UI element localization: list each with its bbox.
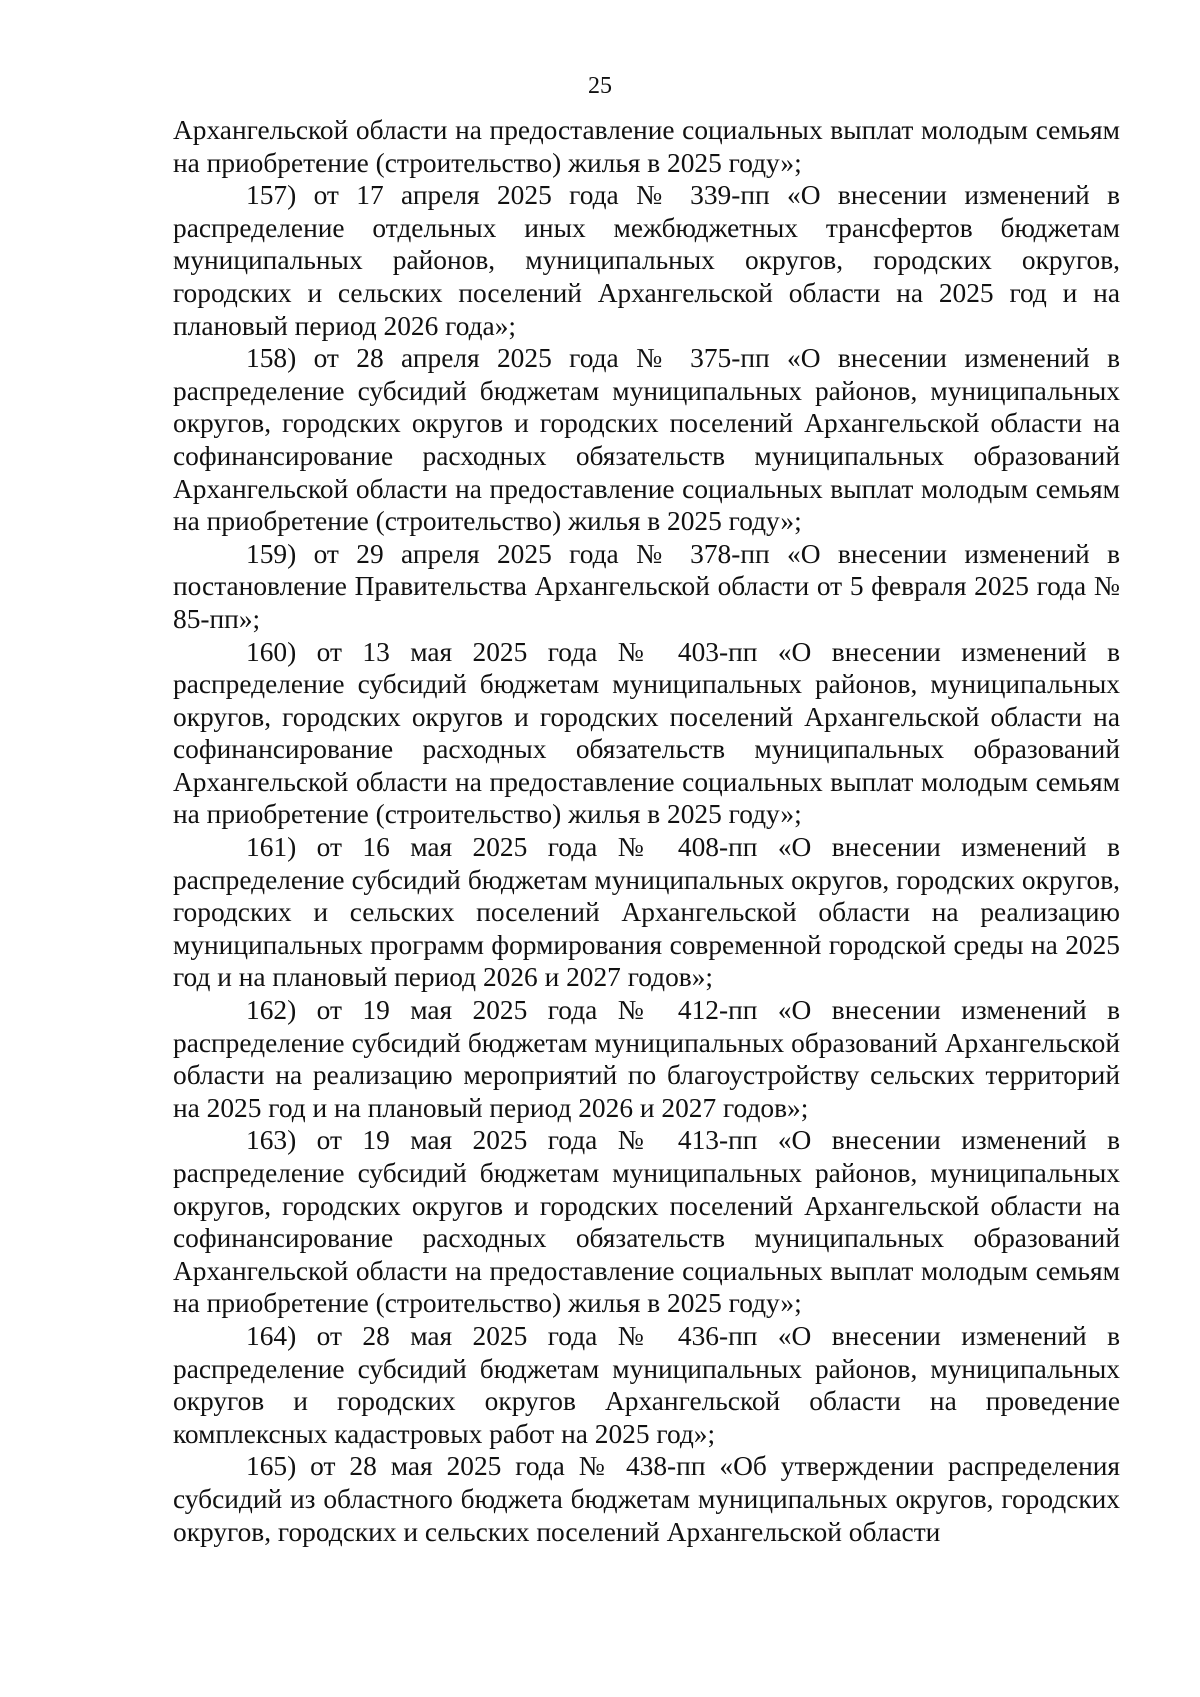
paragraph-item-159: 159) от 29 апреля 2025 года № 378-пп «О внесении изменений в постановление Правительства Архангельской области от 5 февраля 2025 года № 85-пп»; (173, 538, 1120, 634)
paragraph-item-157: 157) от 17 апреля 2025 года № 339-пп «О внесении изменений в распределение отдельных иных межбюджетных трансфертов бюджетам муниципальных районов, муниципальных округов, городских округов, городских и сельских поселений Архангельской области на 2025 год и на плановый период 2026 года»; (173, 180, 1120, 341)
paragraph-item-158: 158) от 28 апреля 2025 года № 375-пп «О внесении изменений в распределение субсидий бюджетам муниципальных районов, муниципальных округов, городских округов и городских поселений Архангельской области на софинансирование расходных обязательств муниципальных образований Архангельской области на предоставление социальных выплат молодым семьям на приобретение (строительство) жилья в 2025 году»; (173, 343, 1120, 537)
paragraph-item-163: 163) от 19 мая 2025 года № 413-пп «О внесении изменений в распределение субсидий бюджетам муниципальных районов, муниципальных округов, городских округов и городских поселений Архангельской области на софинансирование расходных обязательств муниципальных образований Архангельской области на предоставление социальных выплат молодым семьям на приобретение (строительство) жилья в 2025 году»; (173, 1125, 1120, 1319)
page-number: 25 (588, 73, 612, 99)
paragraph-item-165: 165) от 28 мая 2025 года № 438-пп «Об утверждении распределения субсидий из областного бюджета бюджетам муниципальных округов, городских округов, городских и сельских поселений Архангельской области (173, 1451, 1120, 1547)
paragraph-continuation: Архангельской области на предоставление социальных выплат молодым семьям на приобретение (строительство) жилья в 2025 году»; (173, 115, 1120, 178)
document-body (173, 114, 1120, 1548)
paragraph-item-162: 162) от 19 мая 2025 года № 412-пп «О внесении изменений в распределение субсидий бюджетам муниципальных образований Архангельской области на реализацию мероприятий по благоустройству сельских территорий на 2025 год и на плановый период 2026 и 2027 годов»; (173, 995, 1120, 1123)
paragraph-item-160: 160) от 13 мая 2025 года № 403-пп «О внесении изменений в распределение субсидий бюджетам муниципальных районов, муниципальных округов, городских округов и городских поселений Архангельской области на софинансирование расходных обязательств муниципальных образований Архангельской области на предоставление социальных выплат молодым семьям на приобретение (строительство) жилья в 2025 году»; (173, 636, 1120, 830)
paragraph-item-161: 161) от 16 мая 2025 года № 408-пп «О внесении изменений в распределение субсидий бюджетам муниципальных округов, городских округов, городских и сельских поселений Архангельской области на реализацию муниципальных программ формирования современной городской среды на 2025 год и на плановый период 2026 и 2027 годов»; (173, 832, 1120, 993)
paragraph-item-164: 164) от 28 мая 2025 года № 436-пп «О внесении изменений в распределение субсидий бюджетам муниципальных районов, муниципальных округов и городских округов Архангельской области на проведение комплексных кадастровых работ на 2025 год»; (173, 1320, 1120, 1449)
